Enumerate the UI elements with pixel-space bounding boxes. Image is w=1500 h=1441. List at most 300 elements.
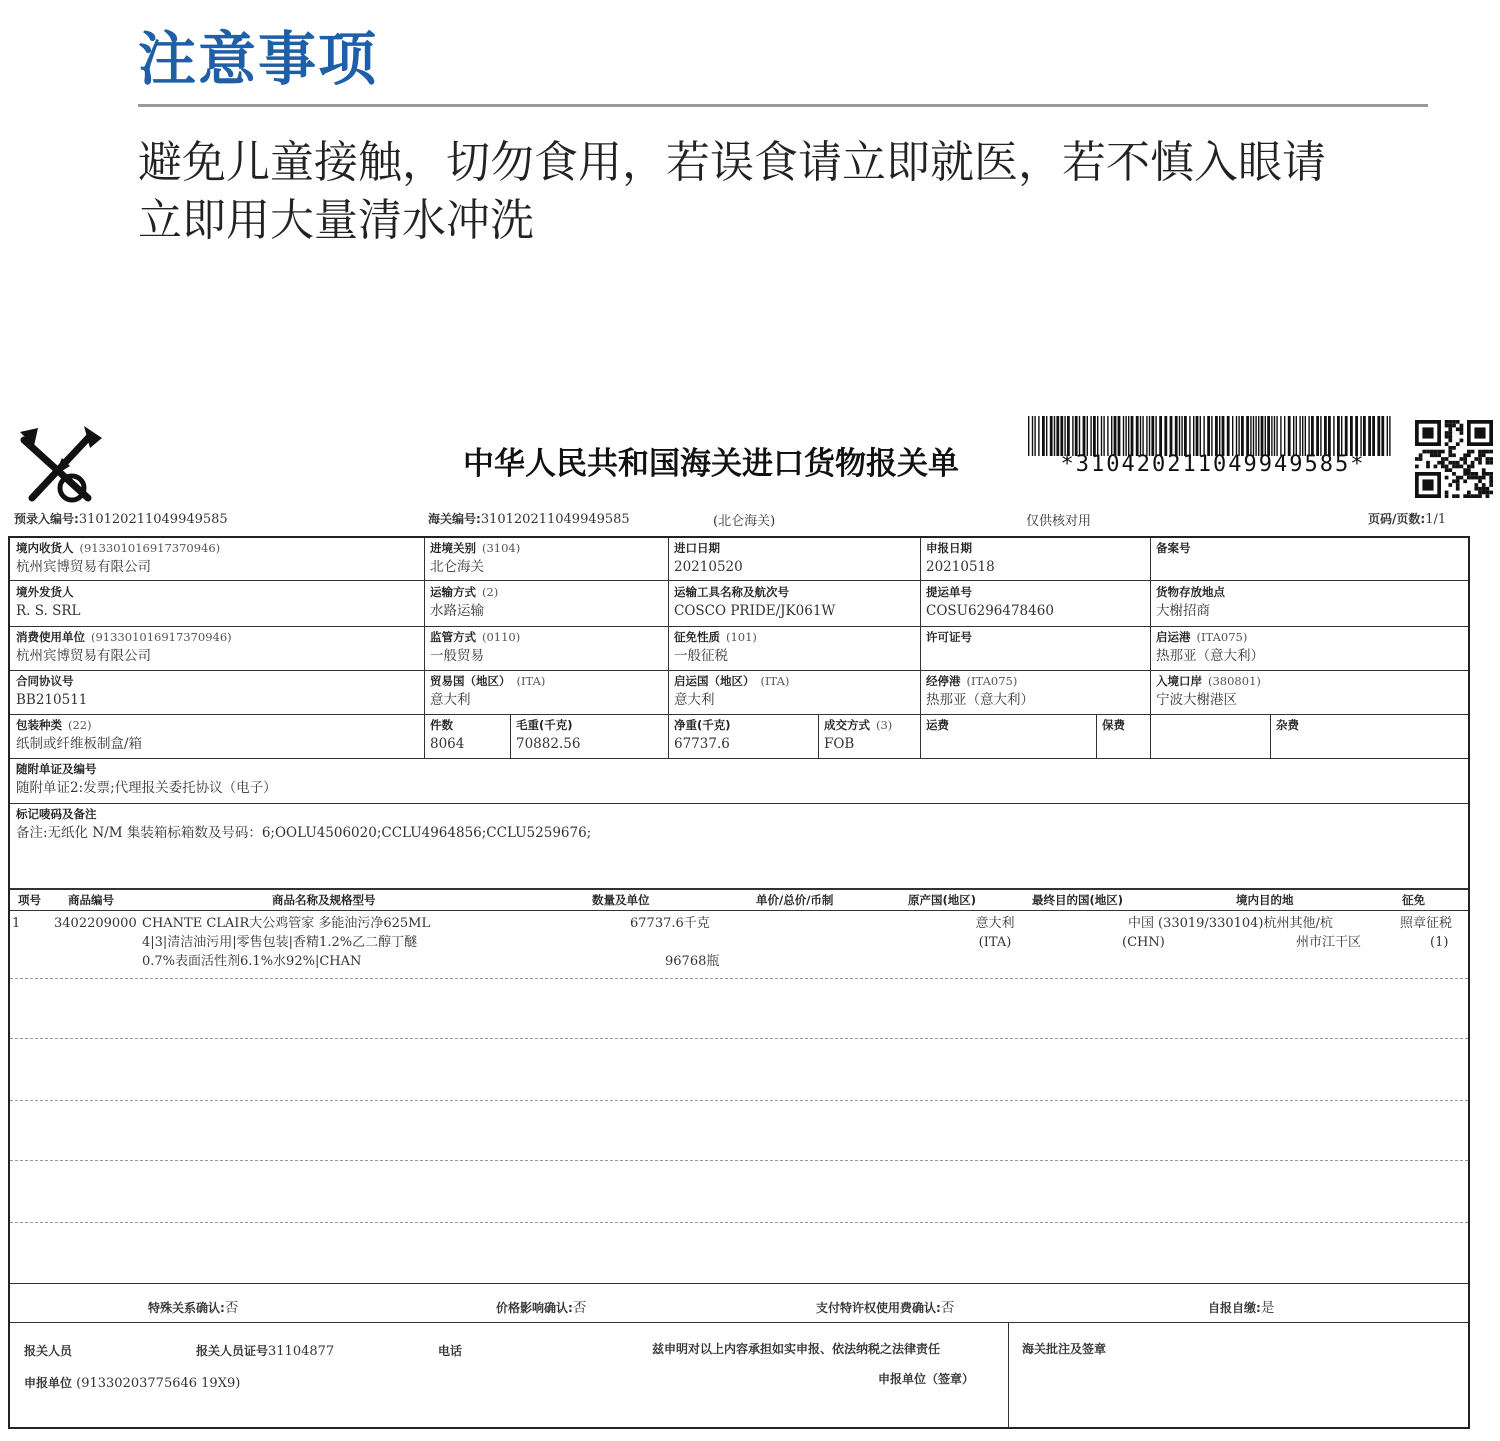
barcode-bar — [1050, 416, 1053, 456]
qr-module — [1452, 446, 1456, 450]
qr-module — [1452, 472, 1456, 476]
marks-remarks-field: 标记唛码及备注 备注:无纸化 N/M 集装箱标箱数及号码：6;OOLU4506020;CCLU4964856;CCLU5259676; — [16, 807, 592, 841]
entry-place-field: 入境口岸 (380801) 宁波大榭港区 — [1156, 674, 1261, 708]
qr-module — [1448, 424, 1452, 428]
origin-country-field: 启运国（地区） (ITA) 意大利 — [674, 674, 790, 708]
qr-module — [1463, 453, 1467, 457]
qr-module — [1471, 461, 1475, 465]
qr-module — [1445, 476, 1449, 480]
barcode-bar — [1189, 416, 1190, 456]
barcode-bar — [1236, 416, 1237, 456]
barcode-bar — [1196, 416, 1199, 456]
qr-module — [1445, 468, 1449, 472]
customs-declaration-form — [0, 410, 1500, 1441]
qr-module — [1474, 457, 1478, 461]
qr-module — [1452, 420, 1456, 424]
customs-approval-seal: 海关批注及签章 — [1022, 1342, 1107, 1356]
qr-module — [1478, 461, 1482, 465]
qr-module — [1456, 483, 1460, 487]
barcode-bar — [1101, 416, 1102, 456]
barcode-bar — [1238, 416, 1239, 456]
barcode-bar — [1207, 416, 1210, 456]
barcode-bar — [1296, 416, 1297, 456]
barcode-bar — [1355, 416, 1358, 456]
qr-module — [1448, 427, 1452, 431]
qr-module — [1474, 476, 1478, 480]
barcode-bar — [1046, 416, 1047, 456]
freight-field: 运费 — [926, 718, 949, 732]
qr-module — [1478, 479, 1482, 483]
qr-module — [1426, 461, 1430, 465]
consignee-field: 境内收货人 (913301016917370946) 杭州宾博贸易有限公司 — [16, 541, 221, 575]
barcode-bar — [1087, 416, 1088, 456]
barcode-bar — [1387, 416, 1388, 456]
barcode-bar — [1258, 416, 1259, 456]
qr-module — [1445, 465, 1449, 469]
goods-levy-method: 照章征税 — [1400, 916, 1453, 931]
qr-module — [1441, 457, 1445, 461]
departure-port-field: 启运港 (ITA075) 热那亚（意大利） — [1156, 630, 1264, 664]
qr-module — [1434, 465, 1438, 469]
qr-module — [1482, 476, 1486, 480]
qr-module — [1463, 494, 1467, 498]
qr-module — [1434, 450, 1438, 454]
qr-module — [1456, 479, 1460, 483]
qr-code — [1414, 420, 1494, 498]
qr-module — [1441, 461, 1445, 465]
qr-module — [1448, 446, 1452, 450]
qr-module — [1434, 453, 1438, 457]
barcode-bar — [1181, 416, 1182, 456]
qr-module — [1445, 431, 1449, 435]
qr-module — [1489, 479, 1493, 483]
customs-number: 海关编号:310120211049949585 — [428, 512, 630, 527]
qr-module — [1478, 487, 1482, 491]
barcode-bar — [1368, 416, 1371, 456]
qr-module — [1463, 457, 1467, 461]
barcode-bar — [1200, 416, 1201, 456]
qr-module — [1448, 468, 1452, 472]
qr-module — [1460, 427, 1464, 431]
goods-col-domestic-dest: 境内目的地 — [1236, 893, 1294, 907]
barcode-bar — [1164, 416, 1167, 456]
qr-module — [1486, 494, 1490, 498]
self-declare-confirm: 自报自缴:是 — [1208, 1300, 1275, 1316]
vessel-field: 运输工具名称及航次号 COSCO PRIDE/JK061W — [674, 585, 836, 619]
attached-documents-field: 随附单证及编号 随附单证2:发票;代理报关委托协议（电子） — [16, 762, 277, 796]
legal-statement: 兹申明对以上内容承担如实申报、依法纳税之法律责任 — [652, 1342, 941, 1356]
barcode-bar — [1293, 416, 1294, 456]
barcode-bar — [1060, 416, 1063, 456]
gross-weight-field: 毛重(千克) 70882.56 — [516, 718, 581, 752]
qr-module — [1474, 483, 1478, 487]
qr-module — [1482, 487, 1486, 491]
barcode-bar — [1305, 416, 1306, 456]
qr-module — [1430, 453, 1434, 457]
barcode-bar — [1146, 416, 1147, 456]
barcode-bar — [1333, 416, 1334, 456]
net-weight-field: 净重(千克) 67737.6 — [674, 718, 731, 752]
barcode-bar — [1288, 416, 1291, 456]
qr-module — [1486, 487, 1490, 491]
qr-module — [1419, 457, 1423, 461]
goods-hs-code: 3402209000 — [54, 916, 137, 931]
declare-date-field: 申报日期 20210518 — [926, 541, 995, 575]
qr-module — [1445, 435, 1449, 439]
qr-module — [1452, 453, 1456, 457]
barcode-bar — [1067, 416, 1070, 456]
barcode-bar — [1131, 416, 1134, 456]
barcode-bar — [1389, 416, 1390, 456]
qr-module — [1422, 427, 1433, 438]
barcode-bar — [1276, 416, 1277, 456]
qr-module — [1486, 472, 1490, 476]
qr-module — [1460, 431, 1464, 435]
qr-module — [1467, 472, 1471, 476]
qr-module — [1474, 494, 1478, 498]
qr-module — [1437, 450, 1441, 454]
barcode-bar — [1316, 416, 1319, 456]
goods-name-line-1: CHANTE CLAIR大公鸡管家 多能油污净625ML — [142, 916, 431, 931]
barcode-bar — [1311, 416, 1314, 456]
qr-module — [1456, 427, 1460, 431]
barcode-bar — [1284, 416, 1285, 456]
qr-module — [1452, 424, 1456, 428]
qr-module — [1448, 450, 1452, 454]
qr-module — [1474, 427, 1485, 438]
qr-module — [1445, 494, 1449, 498]
qr-module — [1489, 472, 1493, 476]
qr-module — [1489, 476, 1493, 480]
barcode-bar — [1345, 416, 1348, 456]
qr-module — [1467, 494, 1471, 498]
qr-module — [1456, 461, 1460, 465]
barcode-bar — [1072, 416, 1073, 456]
declarant-cert: 报关人员证号31104877 — [196, 1344, 335, 1359]
qr-module — [1437, 461, 1441, 465]
barcode-bar — [1107, 416, 1108, 456]
goods-quantity-kg: 67737.6千克 — [630, 916, 710, 931]
barcode-bar — [1054, 416, 1055, 456]
qr-module — [1471, 465, 1475, 469]
notice-line-1: 避免儿童接触，切勿食用，若误食请立即就医，若不慎入眼请 — [138, 137, 1326, 188]
qr-module — [1426, 465, 1430, 469]
barcode-bar — [1103, 416, 1104, 456]
barcode-bar — [1075, 416, 1078, 456]
qr-module — [1452, 465, 1456, 469]
barcode-bar — [1097, 416, 1098, 456]
barcode-bar — [1038, 416, 1039, 456]
contract-field: 合同协议号 BB210511 — [16, 674, 88, 708]
trade-terms-field: 成交方式 (3) FOB — [824, 718, 893, 752]
barcode-bar — [1308, 416, 1309, 456]
barcode-bar — [1159, 416, 1162, 456]
barcode-bar — [1193, 416, 1194, 456]
barcode-bar — [1211, 416, 1212, 456]
barcode-bar — [1149, 416, 1150, 456]
qr-module — [1448, 453, 1452, 457]
barcode-bar — [1337, 416, 1340, 456]
declaring-unit: 申报单位 (91330203775646 19X9) — [24, 1376, 241, 1391]
barcode-bar — [1079, 416, 1080, 456]
qr-module — [1452, 479, 1456, 483]
misc-fee-field: 杂费 — [1276, 718, 1299, 732]
qr-module — [1478, 491, 1482, 495]
qr-module — [1486, 450, 1490, 454]
qr-module — [1482, 468, 1486, 472]
barcode-bar — [1032, 416, 1033, 456]
insurance-field: 保费 — [1102, 718, 1125, 732]
qr-module — [1463, 479, 1467, 483]
qr-module — [1456, 487, 1460, 491]
qr-module — [1471, 494, 1475, 498]
goods-destination-code: (CHN) — [1122, 935, 1165, 950]
qr-module — [1441, 450, 1445, 454]
barcode-bar — [1125, 416, 1126, 456]
royalty-confirm: 支付特许权使用费确认:否 — [816, 1300, 955, 1316]
qr-module — [1478, 450, 1482, 454]
notice-text — [138, 134, 1448, 250]
barcode-bar — [1222, 416, 1225, 456]
barcode-bar — [1136, 416, 1139, 456]
barcode-bar — [1232, 416, 1233, 456]
barcode-bar — [1227, 416, 1230, 456]
barcode-bar — [1114, 416, 1117, 456]
goods-col-destination: 最终目的国(地区) — [1032, 893, 1124, 907]
barcode-bar — [1203, 416, 1204, 456]
qr-module — [1426, 450, 1430, 454]
qr-module — [1482, 483, 1486, 487]
qr-module — [1489, 461, 1493, 465]
trade-country-field: 贸易国（地区） (ITA) 意大利 — [430, 674, 546, 708]
qr-module — [1448, 435, 1452, 439]
barcode-bar — [1093, 416, 1096, 456]
declaration-grid — [8, 536, 1470, 1429]
transit-port-field: 经停港 (ITA075) 热那亚（意大利） — [926, 674, 1034, 708]
qr-module — [1441, 465, 1445, 469]
goods-name-line-2: 4|3|清洁油污用|零售包装|香精1.2%乙二醇丁醚 — [142, 935, 418, 950]
qr-module — [1474, 487, 1478, 491]
barcode-bar — [1056, 416, 1059, 456]
barcode-bar — [1155, 416, 1156, 456]
goods-origin-code: (ITA) — [978, 935, 1012, 950]
barcode-bar — [1377, 416, 1380, 456]
qr-module — [1478, 457, 1482, 461]
barcode-bar — [1350, 416, 1353, 456]
barcode-bar — [1090, 416, 1091, 456]
notice-title: 注意事项 — [138, 25, 379, 93]
goods-destination-country: 中国 — [1128, 916, 1155, 931]
pieces-field: 件数 8064 — [430, 718, 465, 752]
barcode-bar — [1341, 416, 1342, 456]
barcode-bar — [1179, 416, 1180, 456]
title-divider — [138, 104, 1428, 107]
transport-mode-field: 运输方式 (2) 水路运输 — [430, 585, 499, 619]
barcode-bar — [1219, 416, 1220, 456]
qr-module — [1489, 491, 1493, 495]
qr-module — [1482, 450, 1486, 454]
qr-module — [1448, 461, 1452, 465]
package-type-field: 包装种类 (22) 纸制或纤维板制盒/箱 — [16, 718, 143, 752]
phone-label: 电话 — [438, 1344, 463, 1358]
barcode-bar — [1267, 416, 1270, 456]
qr-module — [1456, 494, 1460, 498]
qr-module — [1460, 457, 1464, 461]
entry-port-field: 进境关别 (3104) 北仑海关 — [430, 541, 521, 575]
customs-office: (北仑海关) — [713, 514, 776, 529]
goods-item-no: 1 — [12, 916, 21, 931]
qr-module — [1478, 476, 1482, 480]
barcode-bar — [1324, 416, 1327, 456]
qr-module — [1415, 457, 1419, 461]
qr-module — [1489, 450, 1493, 454]
barcode-bar — [1241, 416, 1244, 456]
qr-module — [1456, 442, 1460, 446]
qr-module — [1489, 483, 1493, 487]
declarant-label: 报关人员 — [24, 1344, 73, 1358]
barcode-bar — [1328, 416, 1331, 456]
form-title: 中华人民共和国海关进口货物报关单 — [463, 446, 959, 482]
qr-module — [1419, 453, 1423, 457]
barcode-bar — [1320, 416, 1321, 456]
barcode-bar — [1253, 416, 1254, 456]
goods-col-name: 商品名称及规格型号 — [272, 893, 376, 907]
customs-emblem-icon — [10, 418, 106, 508]
barcode-bar — [1302, 416, 1303, 456]
goods-col-quantity: 数量及单位 — [592, 893, 650, 907]
barcode-bar — [1042, 416, 1045, 456]
qr-module — [1448, 420, 1452, 424]
qr-module — [1471, 476, 1475, 480]
barcode-bar — [1118, 416, 1121, 456]
qr-module — [1437, 453, 1441, 457]
qr-module — [1456, 420, 1460, 424]
barcode-bar — [1034, 416, 1035, 456]
barcode-bar — [1028, 416, 1029, 456]
barcode-bar — [1299, 416, 1300, 456]
verify-note: 仅供核对用 — [1026, 514, 1092, 529]
qr-module — [1463, 472, 1467, 476]
barcode-bar — [1274, 416, 1275, 456]
goods-domestic-dest-line-2: 州市江干区 — [1296, 935, 1362, 950]
barcode-bar — [1246, 416, 1249, 456]
license-field: 许可证号 — [926, 630, 972, 644]
barcode-bar — [1363, 416, 1366, 456]
barcode-bar — [1170, 416, 1173, 456]
declaring-unit-seal: 申报单位（签章） — [878, 1372, 975, 1386]
record-number-field: 备案号 — [1156, 541, 1191, 555]
qr-module — [1422, 450, 1426, 454]
goods-col-hs-code: 商品编号 — [68, 893, 114, 907]
goods-quantity-bottles: 96768瓶 — [665, 954, 720, 969]
qr-module — [1460, 439, 1464, 443]
levy-nature-field: 征免性质 (101) 一般征税 — [674, 630, 757, 664]
storage-location-field: 货物存放地点 大榭招商 — [1156, 585, 1225, 619]
qr-module — [1445, 420, 1449, 424]
barcode-bar — [1255, 416, 1256, 456]
qr-module — [1456, 476, 1460, 480]
consumer-unit-field: 消费使用单位 (913301016917370946) 杭州宾博贸易有限公司 — [16, 630, 232, 664]
barcode-bar — [1215, 416, 1218, 456]
qr-module — [1445, 442, 1449, 446]
qr-module — [1471, 450, 1475, 454]
qr-module — [1445, 491, 1449, 495]
barcode-bar — [1175, 416, 1178, 456]
qr-module — [1448, 431, 1452, 435]
price-impact-confirm: 价格影响确认:否 — [496, 1300, 587, 1316]
barcode-bar — [1280, 416, 1281, 456]
page-indicator: 页码/页数:1/1 — [1368, 512, 1447, 527]
qr-module — [1448, 483, 1452, 487]
goods-levy-code: (1) — [1430, 935, 1449, 950]
qr-module — [1460, 476, 1464, 480]
import-date-field: 进口日期 20210520 — [674, 541, 743, 575]
qr-module — [1482, 491, 1486, 495]
qr-module — [1482, 472, 1486, 476]
qr-module — [1448, 439, 1452, 443]
qr-module — [1452, 494, 1456, 498]
qr-module — [1467, 476, 1471, 480]
qr-module — [1456, 465, 1460, 469]
qr-module — [1467, 468, 1471, 472]
qr-module — [1471, 472, 1475, 476]
barcode-bar — [1265, 416, 1266, 456]
barcode-bar — [1250, 416, 1251, 456]
barcode-bar — [1083, 416, 1086, 456]
qr-module — [1474, 472, 1478, 476]
barcode-bar — [1142, 416, 1143, 456]
qr-module — [1486, 457, 1490, 461]
goods-col-price: 单价/总价/币制 — [756, 893, 834, 907]
qr-module — [1467, 465, 1471, 469]
barcode-number: *310420211049949585* — [1060, 452, 1366, 477]
qr-module — [1486, 491, 1490, 495]
goods-col-origin: 原产国(地区) — [908, 893, 977, 907]
qr-module — [1445, 457, 1449, 461]
qr-module — [1452, 461, 1456, 465]
barcode-bar — [1140, 416, 1141, 456]
barcode-bar — [1261, 416, 1264, 456]
barcode-bar — [1184, 416, 1187, 456]
supervision-field: 监管方式 (0110) 一般贸易 — [430, 630, 521, 664]
qr-module — [1467, 491, 1471, 495]
goods-origin-country: 意大利 — [975, 916, 1015, 931]
qr-module — [1486, 461, 1490, 465]
pre-entry-number: 预录入编号:310120211049949585 — [14, 512, 228, 527]
barcode-bar — [1123, 416, 1124, 456]
barcode-bar — [1372, 416, 1375, 456]
barcode-bar — [1111, 416, 1112, 456]
special-relation-confirm: 特殊关系确认:否 — [148, 1300, 239, 1316]
goods-col-levy: 征免 — [1402, 893, 1425, 907]
barcode-bar — [1381, 416, 1384, 456]
qr-module — [1463, 461, 1467, 465]
qr-module — [1467, 450, 1471, 454]
shipper-field: 境外发货人 R. S. SRL — [16, 585, 81, 619]
qr-module — [1460, 465, 1464, 469]
barcode-bar — [1064, 416, 1065, 456]
qr-module — [1482, 453, 1486, 457]
notice-line-2: 立即用大量清水冲洗 — [138, 195, 534, 246]
qr-module — [1478, 494, 1482, 498]
qr-module — [1467, 453, 1471, 457]
qr-module — [1478, 453, 1482, 457]
barcode-bar — [1360, 416, 1361, 456]
qr-module — [1415, 465, 1419, 469]
qr-module — [1463, 468, 1467, 472]
barcode-bar — [1151, 416, 1154, 456]
qr-module — [1430, 450, 1434, 454]
